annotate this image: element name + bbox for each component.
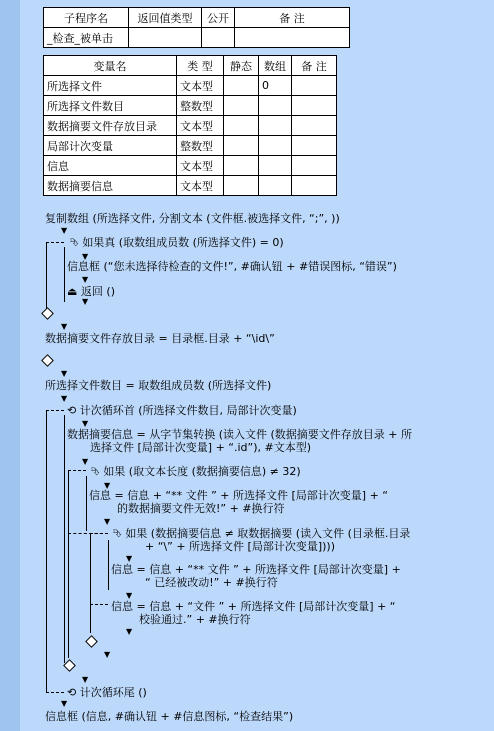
var-type-cell[interactable]: 整数型: [177, 96, 224, 116]
flow-dashed-connector: [68, 470, 86, 471]
col-var-name: 变量名: [44, 56, 177, 76]
code-line-if-digest-b[interactable]: + “\” + 所选择文件 [局部计次变量]))): [145, 540, 335, 553]
var-type-cell[interactable]: 整数型: [177, 136, 224, 156]
subroutine-row[interactable]: [44, 28, 350, 48]
flow-arrow: ▼: [61, 394, 68, 403]
code-line-return[interactable]: [67, 285, 115, 298]
col-var-type: 类 型: [177, 56, 224, 76]
flow-connector: [68, 470, 69, 658]
flow-dashed-connector: [46, 692, 64, 693]
variable-row[interactable]: [44, 176, 337, 196]
flow-arrow: ▼: [104, 517, 111, 526]
var-name-cell[interactable]: 所选择文件数目: [44, 96, 177, 116]
flow-merge-diamond: [85, 635, 98, 648]
code-line-loop-start-text: 计次循环首 (所选择文件数目, 局部计次变量): [79, 404, 297, 417]
if-branch-icon: ⮷: [70, 236, 79, 249]
flow-arrow: ▼: [126, 554, 133, 563]
var-static-cell[interactable]: [224, 96, 259, 116]
var-static-cell[interactable]: [224, 116, 259, 136]
loop-icon: ⟲: [67, 404, 77, 417]
variable-row[interactable]: [44, 96, 337, 116]
flow-arrow: ▼: [104, 650, 111, 659]
var-static-cell[interactable]: [224, 76, 259, 96]
code-line-info-passed-a[interactable]: 信息 = 信息 + “文件 ” + 所选择文件 [局部计次变量] + “: [111, 600, 396, 613]
code-line-if-true[interactable]: [70, 236, 284, 249]
code-line-msgbox-error[interactable]: 信息框 (“您未选择待检查的文件!”, #确认钮 + #错误图标, “错误”): [67, 260, 397, 273]
col-remark: 备 注: [235, 8, 350, 28]
var-name-cell[interactable]: 数据摘要信息: [44, 176, 177, 196]
var-type-cell[interactable]: 文本型: [177, 176, 224, 196]
var-name-cell[interactable]: 所选择文件: [44, 76, 177, 96]
col-return-type: 返回值类型: [129, 8, 202, 28]
var-type-cell[interactable]: 文本型: [177, 76, 224, 96]
flow-dashed-connector: [90, 533, 108, 534]
flow-arrow: ▼: [82, 419, 89, 428]
var-array-cell[interactable]: [259, 136, 292, 156]
flow-connector: [86, 476, 87, 531]
code-line-info-invalid-a[interactable]: 信息 = 信息 + “** 文件 ” + 所选择文件 [局部计次变量] + “: [89, 489, 389, 502]
code-line-if-length-text: 如果 (取文本长度 (数据摘要信息) ≠ 32): [103, 465, 301, 478]
code-line-summary-dir[interactable]: 数据摘要文件存放目录 = 目录框.目录 + “\id\”: [45, 332, 275, 345]
flow-connector: [46, 410, 47, 692]
var-static-cell[interactable]: [224, 176, 259, 196]
var-array-cell[interactable]: 0: [259, 76, 292, 96]
if-branch-icon: ⮷: [113, 527, 122, 540]
return-icon: ⏏: [67, 285, 78, 298]
return-type-cell[interactable]: [129, 28, 202, 48]
variable-row[interactable]: [44, 116, 337, 136]
flow-merge-diamond: [41, 307, 54, 320]
code-line-if-digest-text: 如果 (数据摘要信息 ≠ 取数据摘要 (读入文件 (目录框.目录: [125, 527, 411, 540]
col-sub-name: 子程序名: [44, 8, 129, 28]
flow-arrow: ▼: [82, 252, 89, 261]
flow-merge-diamond: [63, 659, 76, 672]
code-line-loop-end-text: 计次循环尾 (): [79, 686, 147, 699]
flow-arrow: ▼: [61, 369, 68, 378]
code-line-msgbox-result[interactable]: 信息框 (信息, #确认钮 + #信息图标, “检查结果”): [45, 710, 294, 723]
flow-arrow: ▼: [82, 457, 89, 466]
code-line-loop-end[interactable]: [67, 686, 147, 699]
var-static-cell[interactable]: [224, 156, 259, 176]
code-line-read-summary-a[interactable]: 数据摘要信息 = 从字节集转换 (读入文件 (数据摘要文件存放目录 + 所: [67, 428, 412, 441]
var-static-cell[interactable]: [224, 136, 259, 156]
var-type-cell[interactable]: 文本型: [177, 156, 224, 176]
if-branch-icon: ⮷: [91, 465, 100, 478]
flow-arrow: ▼: [82, 297, 89, 306]
var-type-cell[interactable]: 文本型: [177, 116, 224, 136]
code-line-if-true-text: 如果真 (取数组成员数 (所选择文件) = 0): [82, 236, 284, 249]
code-line-info-changed-a[interactable]: 信息 = 信息 + “** 文件 ” + 所选择文件 [局部计次变量] +: [111, 563, 401, 576]
variable-row[interactable]: [44, 76, 337, 96]
var-remark-cell[interactable]: [292, 116, 337, 136]
code-line-file-count[interactable]: 所选择文件数目 = 取数组成员数 (所选择文件): [45, 379, 272, 392]
flow-arrow: ▼: [61, 322, 68, 331]
flow-arrow: ▼: [126, 627, 133, 636]
var-remark-cell[interactable]: [292, 136, 337, 156]
flow-arrow: ▼: [104, 481, 111, 490]
flow-dashed-connector: [46, 242, 64, 243]
col-var-array: 数组: [259, 56, 292, 76]
flow-dashed-connector: [90, 604, 108, 605]
code-line-if-length[interactable]: [91, 465, 301, 478]
code-line-info-passed-b[interactable]: 校验通过.” + #换行符: [139, 613, 251, 626]
var-array-cell[interactable]: [259, 96, 292, 116]
col-var-remark: 备 注: [292, 56, 337, 76]
remark-cell[interactable]: [235, 28, 350, 48]
code-line-loop-start[interactable]: [67, 404, 297, 417]
flow-connector: [90, 533, 91, 633]
flow-connector: [64, 415, 65, 663]
variable-header-row: [44, 56, 337, 76]
subroutine-table: [43, 7, 350, 48]
var-array-cell[interactable]: [259, 116, 292, 136]
flow-arrow: ▼: [61, 226, 68, 235]
code-line-info-changed-b[interactable]: “ 已经被改动!” + #换行符: [145, 576, 278, 589]
var-name-cell[interactable]: 信息: [44, 156, 177, 176]
flow-connector: [64, 247, 65, 302]
flow-connector: [46, 242, 47, 310]
flow-merge-diamond: [41, 354, 54, 367]
variable-row[interactable]: [44, 136, 337, 156]
var-remark-cell[interactable]: [292, 156, 337, 176]
code-line-info-invalid-b[interactable]: 的数据摘要文件无效!” + #换行符: [117, 502, 285, 515]
flow-dashed-connector: [46, 410, 64, 411]
col-var-static: 静态: [224, 56, 259, 76]
var-remark-cell[interactable]: [292, 176, 337, 196]
var-name-cell[interactable]: 局部计次变量: [44, 136, 177, 156]
subroutine-header-row: [44, 8, 350, 28]
sub-name-cell[interactable]: _检查_被单击: [44, 28, 129, 48]
flow-arrow: ▼: [82, 275, 89, 284]
loop-icon: ⟲: [67, 686, 77, 699]
var-remark-cell[interactable]: [292, 76, 337, 96]
code-line-if-digest[interactable]: [113, 527, 410, 540]
flow-arrow: ▼: [61, 699, 68, 708]
var-array-cell[interactable]: [259, 156, 292, 176]
variable-row[interactable]: [44, 156, 337, 176]
flow-arrow: ▼: [126, 591, 133, 600]
code-line-read-summary-b[interactable]: 选择文件 [局部计次变量] + “.id”), #文本型): [90, 441, 312, 454]
public-cell[interactable]: [202, 28, 235, 48]
code-line-return-text: 返回 (): [80, 285, 115, 298]
left-gutter: [0, 0, 20, 731]
code-line-copy-array[interactable]: 复制数组 (所选择文件, 分割文本 (文件框.被选择文件, “;”, )): [45, 212, 340, 225]
var-remark-cell[interactable]: [292, 96, 337, 116]
var-array-cell[interactable]: [259, 176, 292, 196]
flow-connector: [108, 540, 109, 590]
col-public: 公开: [202, 8, 235, 28]
var-name-cell[interactable]: 数据摘要文件存放目录: [44, 116, 177, 136]
variable-table: [43, 55, 337, 196]
flow-arrow: ▼: [82, 675, 89, 684]
